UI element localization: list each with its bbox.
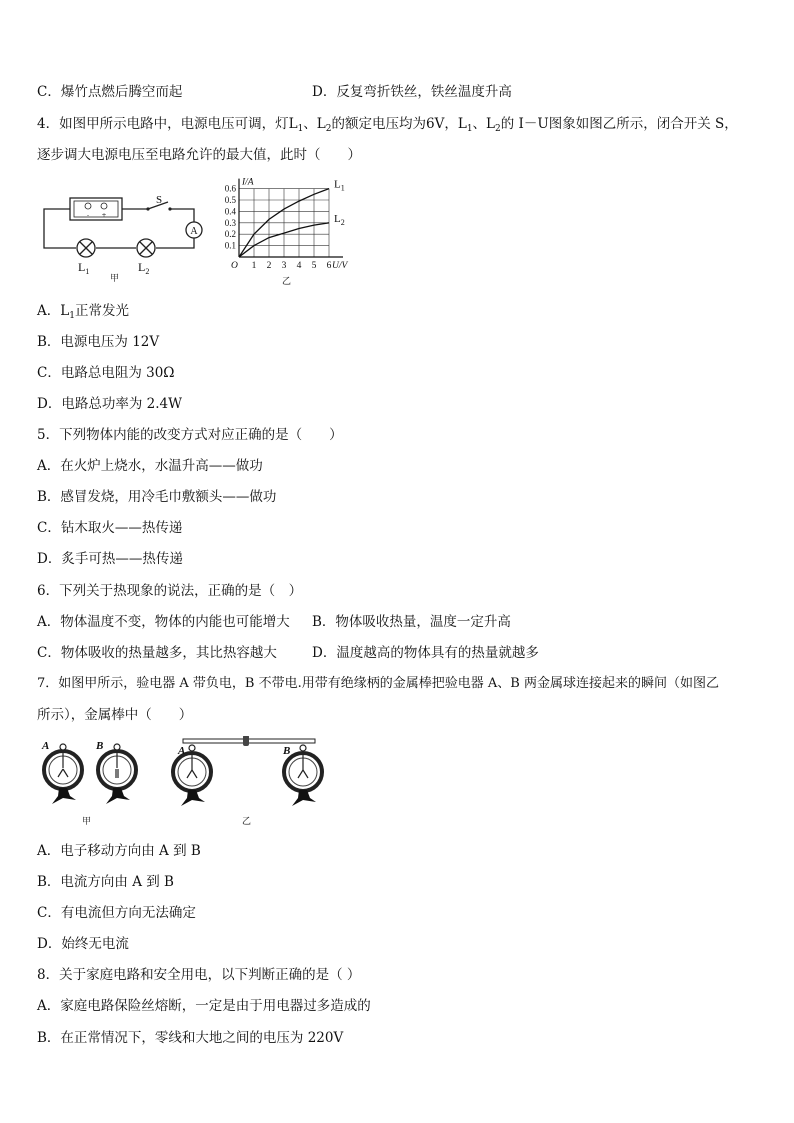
y-tick-label: 0.1 bbox=[224, 240, 236, 251]
q7-electroscope-diagram bbox=[38, 736, 338, 828]
q4-stem-line2: 逐步调大电源电压至电路允许的最大值，此时（ ） bbox=[37, 147, 361, 163]
q5-option-c: C．钻木取火——热传递 bbox=[37, 520, 183, 536]
q6-option-b: B．物体吸收热量，温度一定升高 bbox=[312, 614, 511, 630]
q6-option-a: A．物体温度不变，物体的内能也可能增大 bbox=[37, 614, 290, 630]
q7-option-a: A．电子移动方向由 A 到 B bbox=[37, 843, 201, 859]
x-axis-label: U/V bbox=[332, 261, 348, 271]
chart-caption: 乙 bbox=[282, 276, 292, 286]
q7-stem-line1: 7．如图甲所示，验电器 A 带负电，B 不带电.用带有绝缘柄的金属棒把验电器 A、B 两金属球连接起来的瞬间（如图乙 bbox=[37, 676, 719, 691]
q7-option-c: C．有电流但方向无法确定 bbox=[37, 905, 196, 921]
y-tick-label: 0.5 bbox=[224, 195, 236, 205]
switch-label: S bbox=[156, 194, 163, 206]
svg-text:+: + bbox=[101, 212, 107, 219]
x-tick-label: 6 bbox=[326, 261, 332, 271]
fig-jia-caption: 甲 bbox=[82, 817, 92, 827]
q6-stem: 6．下列关于热现象的说法，正确的是（ ） bbox=[37, 583, 303, 599]
origin-label: O bbox=[231, 261, 238, 271]
fig-jia-caption: 甲 bbox=[110, 274, 120, 282]
svg-text:-: - bbox=[86, 212, 90, 219]
x-tick-label: 2 bbox=[266, 261, 272, 271]
fig-yi-label-b: B bbox=[283, 745, 291, 757]
lamp1-label: $L_1$ bbox=[78, 260, 90, 276]
series-label-l2: $L_2$ bbox=[334, 212, 345, 227]
q8-stem: 8．关于家庭电路和安全用电，以下判断正确的是（ ） bbox=[37, 967, 361, 983]
q7-stem-line2: 所示），金属棒中（ ） bbox=[37, 707, 193, 723]
q5-stem: 5．下列物体内能的改变方式对应正确的是（ ） bbox=[37, 427, 343, 443]
q4-option-c: C．电路总电阻为 30Ω bbox=[37, 365, 175, 381]
q6-option-c: C．物体吸收的热量越多，其比热容越大 bbox=[37, 645, 277, 661]
q5-option-a: A．在火炉上烧水，水温升高——做功 bbox=[37, 458, 263, 474]
q4-option-a: A．$L_1$正常发光 bbox=[37, 303, 129, 321]
series-label-l1: $L_1$ bbox=[334, 178, 345, 193]
fig-jia-label-a: A bbox=[42, 740, 50, 752]
q3-option-d: D．反复弯折铁丝，铁丝温度升高 bbox=[312, 84, 512, 100]
x-tick-label: 1 bbox=[251, 261, 257, 271]
fig-yi-caption: 乙 bbox=[242, 817, 252, 827]
fig-yi-label-a: A bbox=[178, 745, 186, 757]
q8-option-b: B．在正常情况下，零线和大地之间的电压为 220V bbox=[37, 1030, 344, 1046]
q4-circuit-diagram bbox=[38, 192, 208, 282]
q7-option-d: D．始终无电流 bbox=[37, 936, 129, 952]
y-axis-label: I/A bbox=[242, 177, 254, 188]
q5-option-d: D．炙手可热——热传递 bbox=[37, 551, 183, 567]
y-tick-label: 0.3 bbox=[224, 217, 236, 228]
x-tick-label: 3 bbox=[281, 261, 287, 271]
lamp2-label: $L_2$ bbox=[138, 260, 150, 276]
fig-jia-label-b: B bbox=[96, 740, 104, 752]
y-tick-label: 0.2 bbox=[224, 229, 236, 240]
q5-option-b: B．感冒发烧，用冷毛巾敷额头——做功 bbox=[37, 489, 277, 505]
q6-option-d: D．温度越高的物体具有的热量就越多 bbox=[312, 645, 539, 661]
q4-iu-chart bbox=[214, 172, 354, 290]
y-tick-label: 0.4 bbox=[224, 206, 236, 217]
q7-option-b: B．电流方向由 A 到 B bbox=[37, 874, 174, 890]
q8-option-a: A．家庭电路保险丝熔断，一定是由于用电器过多造成的 bbox=[37, 998, 371, 1014]
q4-stem-line1: 4．如图甲所示电路中，电源电压可调，灯$L_1$、$L_2$的额定电压均为6V，$L_1$、$L_2$的 I－U图象如图乙所示，闭合开关 S， bbox=[37, 116, 738, 134]
ammeter-label: A bbox=[190, 226, 198, 237]
x-tick-label: 5 bbox=[311, 261, 317, 271]
x-tick-label: 4 bbox=[296, 261, 302, 271]
q4-option-b: B．电源电压为 12V bbox=[37, 334, 160, 350]
q3-option-c: C．爆竹点燃后腾空而起 bbox=[37, 84, 183, 100]
q4-option-d: D．电路总功率为 2.4W bbox=[37, 396, 182, 412]
y-tick-label: 0.6 bbox=[224, 183, 236, 194]
